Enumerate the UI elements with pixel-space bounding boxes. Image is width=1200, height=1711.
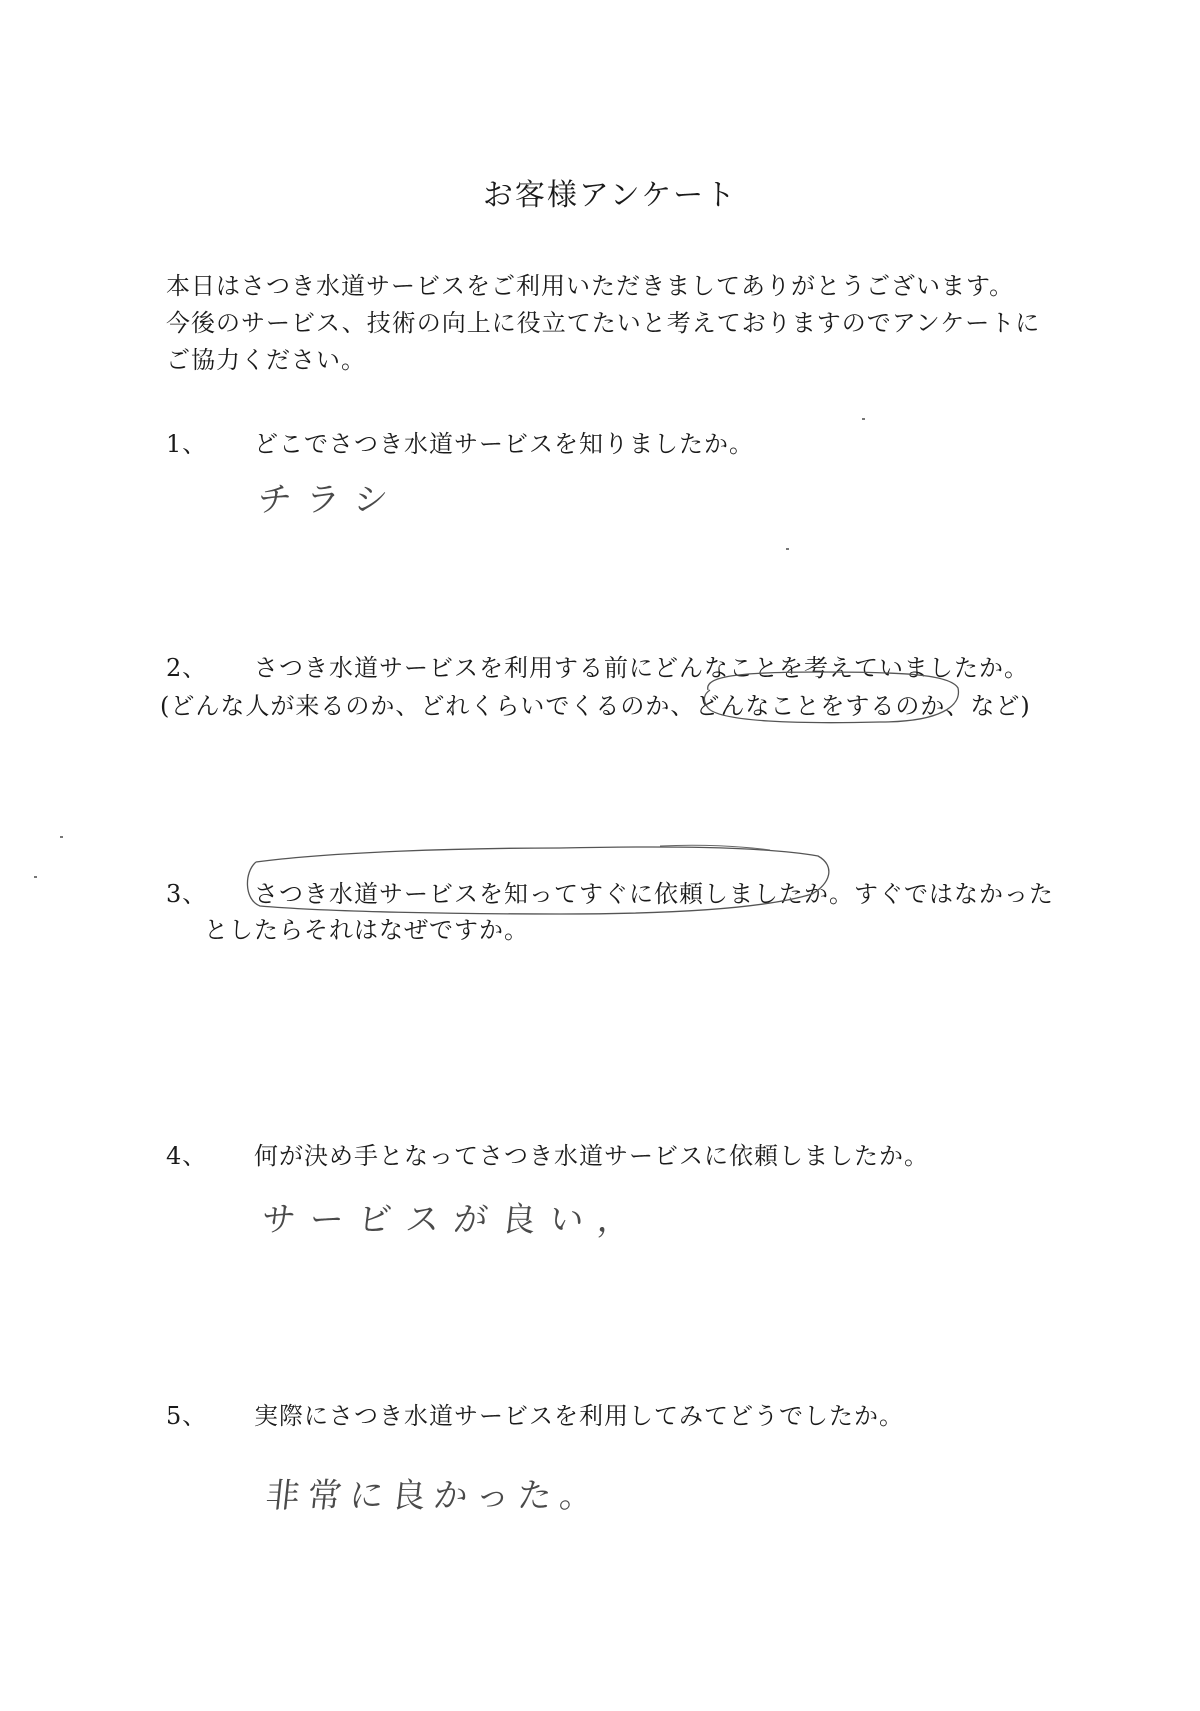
page-title: お客様アンケート (482, 178, 738, 213)
question-text: 何が決め手となってさつき水道サービスに依頼しましたか。 (254, 1142, 929, 1170)
handwritten-answer: サービスが良い， (259, 1200, 648, 1240)
question-text-continued: としたらそれはなぜですか。 (204, 916, 529, 944)
intro-line: 本日はさつき水道サービスをご利用いただきましてありがとうございます。 (166, 272, 1015, 300)
question-note: (どんな人が来るのか、どれくらいでくるのか、どんなことをするのか、など) (160, 692, 1031, 720)
question-text: さつき水道サービスを知ってすぐに依頼しましたか。すぐではなかった (254, 880, 1054, 908)
question-text: 実際にさつき水道サービスを利用してみてどうでしたか。 (254, 1402, 904, 1430)
intro-line: ご協力ください。 (166, 346, 366, 374)
scan-speck (786, 548, 789, 550)
question-text: さつき水道サービスを利用する前にどんなことを考えていましたか。 (254, 654, 1029, 682)
circle-mark-q3 (247, 847, 828, 914)
question-text: どこでさつき水道サービスを知りましたか。 (254, 430, 754, 458)
scan-speck (60, 836, 63, 838)
intro-line: 今後のサービス、技術の向上に役立てたいと考えておりますのでアンケートに (166, 309, 1041, 337)
question-number: 2、 (166, 654, 208, 682)
handwritten-answer: 非常に良かった。 (263, 1476, 604, 1516)
scan-speck (34, 876, 37, 878)
handwritten-answer: チラシ (255, 480, 404, 520)
question-number: 3、 (166, 880, 208, 908)
question-number: 4、 (166, 1142, 208, 1170)
scan-speck (862, 418, 865, 420)
question-number: 1、 (166, 430, 208, 458)
question-number: 5、 (166, 1402, 208, 1430)
circle-mark-q2 (704, 672, 958, 723)
